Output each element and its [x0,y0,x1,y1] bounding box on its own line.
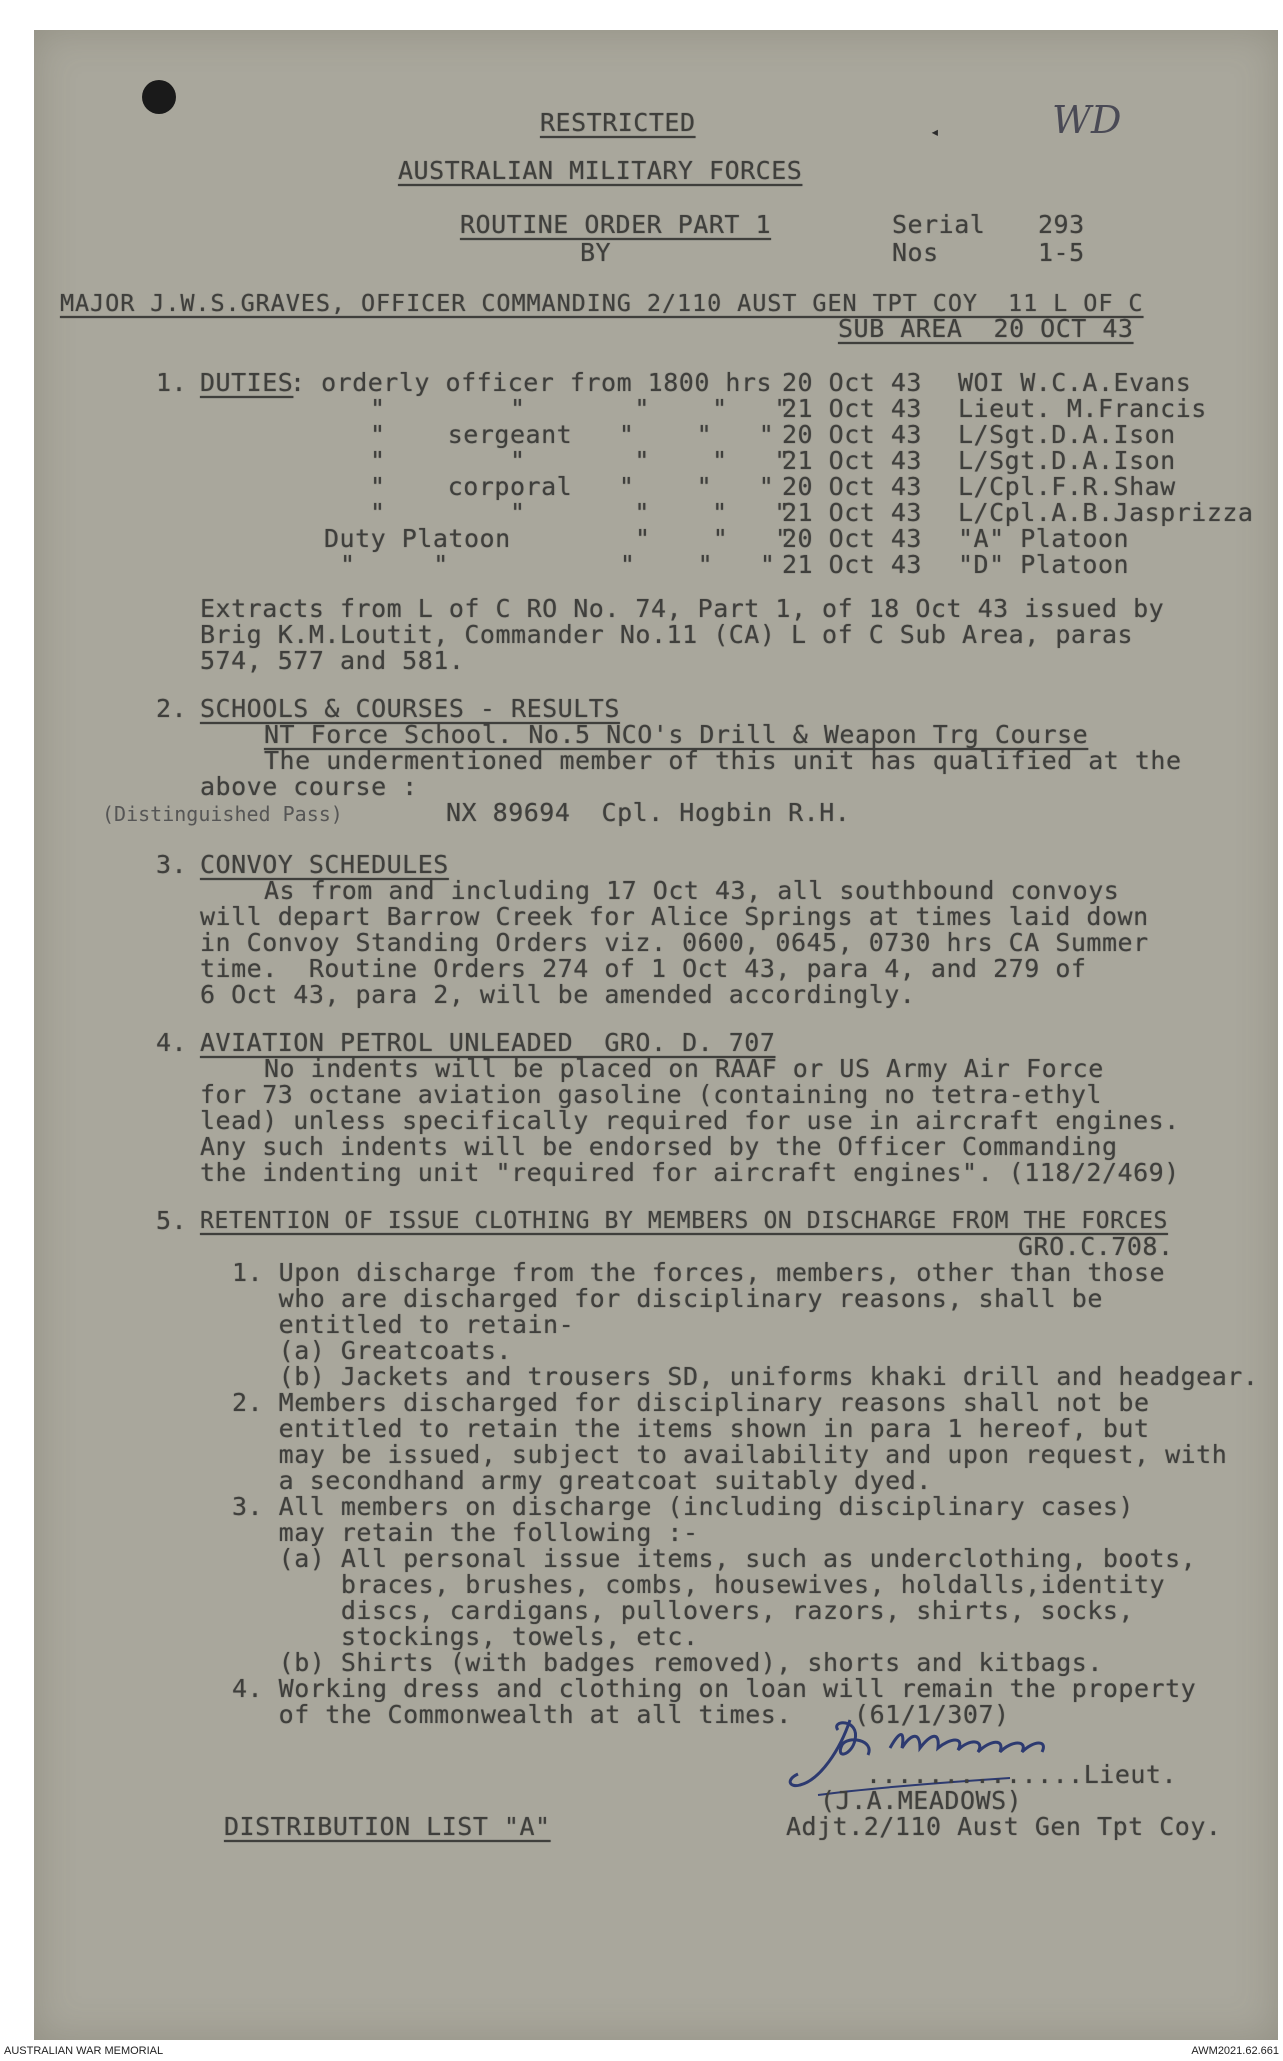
extract-line: Brig K.M.Loutit, Commander No.11 (CA) L of C Sub Area, paras [200,620,1134,649]
punch-hole [142,80,176,114]
order-title: ROUTINE ORDER PART 1 [460,210,772,239]
duty-role: " " " " " [370,498,790,527]
section-3-line: will depart Barrow Creek for Alice Springs at times laid down [200,902,1149,931]
duty-date: 20 Oct 43 [782,472,922,501]
section-3-number: 3. [156,850,188,879]
section-5-heading: RETENTION OF ISSUE CLOTHING BY MEMBERS ON DISCHARGE FROM THE FORCES [200,1208,1168,1234]
section-2-subheading: NT Force School. No.5 NCO's Drill & Weapon Trg Course [264,720,1089,749]
signatory-title: Adjt.2/110 Aust Gen Tpt Coy. [786,1812,1222,1841]
section-5-line: of the Commonwealth at all times. (61/1/307) [232,1700,1010,1729]
duty-date: 21 Oct 43 [782,498,922,527]
nos-label: Nos [892,238,939,267]
nos-value: 1-5 [1038,238,1085,267]
duty-role: Duty Platoon " " " [324,524,791,553]
section-5-line: may be issued, subject to availability and upon request, with [232,1440,1228,1469]
section-1-number: 1. [156,368,188,397]
duty-role: " " " " " [370,446,790,475]
signatory-name: (J.A.MEADOWS) [820,1786,1023,1815]
section-4-line: No indents will be placed on RAAF or US Army Air Force [264,1054,1104,1083]
distribution-list: DISTRIBUTION LIST "A" [224,1812,551,1841]
serial-value: 293 [1038,210,1085,239]
section-3-line: As from and including 17 Oct 43, all southbound convoys [264,876,1120,905]
duty-date: 20 Oct 43 [782,524,922,553]
section-3-line: time. Routine Orders 274 of 1 Oct 43, para 4, and 279 of [200,954,1087,983]
duty-name: L/Cpl.F.R.Shaw [958,472,1176,501]
section-4-line: for 73 octane aviation gasoline (containing no tetra-ethyl [200,1080,1102,1109]
section-3-line: in Convoy Standing Orders viz. 0600, 0645, 0730 hrs CA Summer [200,928,1149,957]
duty-name: "A" Platoon [958,524,1130,553]
section-5-number: 5. [156,1206,188,1235]
section-2-line: The undermentioned member of this unit has qualified at the [264,746,1182,775]
section-4-line: lead) unless specifically required for use in aircraft engines. [200,1106,1180,1135]
section-4-line: the indenting unit "required for aircraft engines". (118/2/469) [200,1158,1180,1187]
handwritten-mark: WD [1052,98,1122,142]
qualified-member: NX 89694 Cpl. Hogbin R.H. [446,798,851,827]
duty-role: " " " " " [340,550,776,579]
section-1-heading: DUTIES [200,368,294,397]
section-4-heading: AVIATION PETROL UNLEADED GRO. D. 707 [200,1028,776,1057]
section-5-line: entitled to retain- [232,1310,575,1339]
section-4-number: 4. [156,1028,188,1057]
serial-label: Serial [892,210,986,239]
section-5-line: 2. Members discharged for disciplinary reasons shall not be [232,1388,1150,1417]
section-5-line: a secondhand army greatcoat suitably dyed. [232,1466,932,1495]
section-5-line: (a) Greatcoats. [232,1336,512,1365]
duty-role: " corporal " " " [370,472,775,501]
duty-date: 21 Oct 43 [782,446,922,475]
section-5-line: 3. All members on discharge (including disciplinary cases) [232,1492,1134,1521]
signature-line: ..............Lieut. [866,1760,1178,1789]
officer-line: MAJOR J.W.S.GRAVES, OFFICER COMMANDING 2/110 AUST GEN TPT COY 11 L OF C [60,289,1144,317]
duty-date: 20 Oct 43 [782,368,922,397]
section-3-heading: CONVOY SCHEDULES [200,850,449,879]
duty-role: : orderly officer from 1800 hrs [290,368,773,397]
duty-name: "D" Platoon [958,550,1130,579]
section-5-line: who are discharged for disciplinary reasons, shall be [232,1284,1103,1313]
section-5-line: entitled to retain the items shown in para 1 hereof, but [232,1414,1150,1443]
duty-date: 21 Oct 43 [782,550,922,579]
duty-name: WOI W.C.A.Evans [958,368,1192,397]
duty-name: L/Sgt.D.A.Ison [958,446,1176,475]
section-2-number: 2. [156,694,188,723]
section-5-line: stockings, towels, etc. [232,1622,699,1651]
classification: RESTRICTED [540,108,696,137]
extract-line: 574, 577 and 581. [200,646,465,675]
order-by: BY [580,238,612,267]
sub-area: SUB AREA 20 OCT 43 [838,314,1134,343]
section-5-line: 4. Working dress and clothing on loan will remain the property [232,1674,1197,1703]
section-5-line: discs, cardigans, pullovers, razors, shirts, socks, [232,1596,1134,1625]
section-2-line: above course : [200,772,418,801]
duty-role: " " " " " [370,394,790,423]
archive-reference: AWM2021.62.661 [1191,2045,1279,2057]
distinguished-pass-note: (Distinguished Pass) [102,802,343,826]
section-5-line: 1. Upon discharge from the forces, members, other than those [232,1258,1166,1287]
ink-mark: ◂ [930,122,940,141]
duty-role: " sergeant " " " [370,420,775,449]
duty-name: L/Sgt.D.A.Ison [958,420,1176,449]
section-5-line: may retain the following :- [232,1518,699,1547]
section-5-line: (b) Shirts (with badges removed), shorts and kitbags. [232,1648,1103,1677]
duty-name: Lieut. M.Francis [958,394,1207,423]
duty-date: 21 Oct 43 [782,394,922,423]
section-3-line: 6 Oct 43, para 2, will be amended accordingly. [200,980,916,1009]
extract-line: Extracts from L of C RO No. 74, Part 1, of 18 Oct 43 issued by [200,594,1165,623]
section-4-line: Any such indents will be endorsed by the Officer Commanding [200,1132,1118,1161]
duty-name: L/Cpl.A.B.Jasprizza [958,498,1254,527]
section-2-heading: SCHOOLS & COURSES - RESULTS [200,694,620,723]
section-5-line: (b) Jackets and trousers SD, uniforms khaki drill and headgear. [232,1362,1259,1391]
section-5-line: braces, brushes, combs, housewives, holdalls,identity [232,1570,1166,1599]
archive-credit: AUSTRALIAN WAR MEMORIAL [4,2045,164,2057]
duty-date: 20 Oct 43 [782,420,922,449]
section-5-reference: GRO.C.708. [1018,1232,1174,1261]
section-5-line: (a) All personal issue items, such as underclothing, boots, [232,1544,1197,1573]
organisation-title: AUSTRALIAN MILITARY FORCES [398,156,803,185]
